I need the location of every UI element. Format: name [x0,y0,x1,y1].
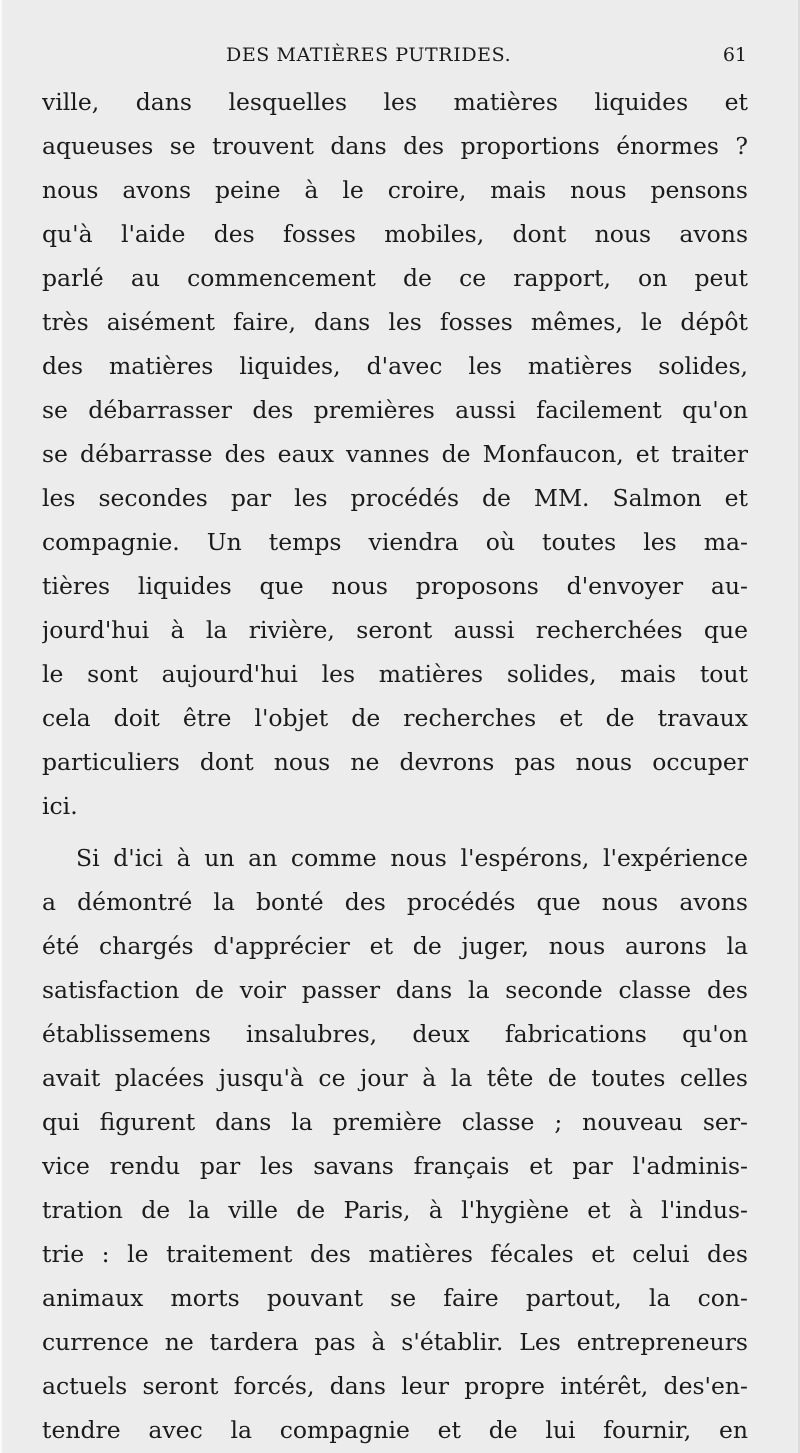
text-line: tendre avec la compagnie et de lui fournir, en [42,1416,748,1444]
text-line: qu'à l'aide des fosses mobiles, dont nous avons [42,220,748,248]
text-line: été chargés d'apprécier et de juger, nous aurons la [42,932,748,960]
text-line: particuliers dont nous ne devrons pas nous occuper [42,748,748,776]
text-line: cela doit être l'objet de recherches et de travaux [42,704,748,732]
paragraph [42,80,748,828]
text-line: ville, dans lesquelles les matières liquides et [42,88,748,116]
running-head: DES MATIÈRES PUTRIDES. [226,44,512,66]
text-line: actuels seront forcés, dans leur propre intérêt, des'en- [42,1372,748,1400]
text-line: ici. [42,792,78,820]
text-line: jourd'hui à la rivière, seront aussi recherchées que [42,616,748,644]
page-number: 61 [722,44,747,66]
text-line: Si d'ici à un an comme nous l'espérons, l'expérience [76,844,748,872]
text-line: tration de la ville de Paris, à l'hygiène et à l'indus- [42,1196,748,1224]
paragraph-gap [42,828,748,836]
text-line: qui figurent dans la première classe ; nouveau ser- [42,1108,748,1136]
text-line: avait placées jusqu'à ce jour à la tête de toutes celles [42,1064,748,1092]
text-line: très aisément faire, dans les fosses mêmes, le dépôt [42,308,748,336]
paragraph [42,836,748,1452]
text-line: aqueuses se trouvent dans des proportions énormes ? [42,132,748,160]
text-line: se débarrasse des eaux vannes de Monfaucon, et traiter [42,440,748,468]
text-line: satisfaction de voir passer dans la seconde classe des [42,976,748,1004]
text-line: nous avons peine à le croire, mais nous pensons [42,176,748,204]
text-line: les secondes par les procédés de MM. Salmon et [42,484,748,512]
text-line: vice rendu par les savans français et par l'adminis- [42,1152,748,1180]
body-text [42,80,748,1452]
text-line: compagnie. Un temps viendra où toutes les ma- [42,528,748,556]
text-line: se débarrasser des premières aussi facilement qu'on [42,396,748,424]
text-line: tières liquides que nous proposons d'envoyer au- [42,572,748,600]
page-header [222,44,747,74]
text-line: animaux morts pouvant se faire partout, la con- [42,1284,748,1312]
text-line: a démontré la bonté des procédés que nous avons [42,888,748,916]
text-line: parlé au commencement de ce rapport, on peut [42,264,748,292]
text-line: des matières liquides, d'avec les matières solides, [42,352,748,380]
text-line: trie : le traitement des matières fécales et celui des [42,1240,748,1268]
text-line: établissemens insalubres, deux fabrications qu'on [42,1020,748,1048]
text-line: currence ne tardera pas à s'établir. Les entrepreneurs [42,1328,748,1356]
text-line: le sont aujourd'hui les matières solides, mais tout [42,660,748,688]
